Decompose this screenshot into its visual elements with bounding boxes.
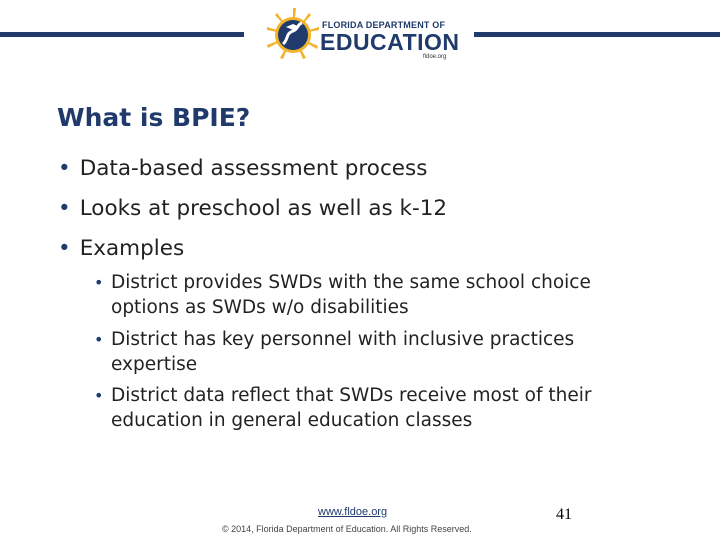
header-bar-right	[474, 32, 720, 37]
logo-site-text: fldoe.org	[423, 54, 447, 60]
slide-title: What is BPIE?	[57, 103, 251, 132]
bullet-text: Data-based assessment process	[79, 156, 428, 181]
sub-bullet-item	[94, 270, 634, 320]
bullet-icon: •	[58, 156, 71, 181]
header-bar-left	[0, 32, 244, 37]
bullet-item	[58, 156, 427, 181]
page-number: 41	[556, 506, 572, 523]
sub-bullet-icon: •	[94, 330, 104, 349]
sub-bullet-item	[94, 327, 634, 377]
sub-bullet-text: District has key personnel with inclusive practices expertise	[111, 329, 575, 375]
sub-bullet-icon: •	[94, 273, 104, 292]
bullet-icon: •	[58, 196, 71, 221]
sub-bullet-item	[94, 383, 634, 433]
bullet-text: Examples	[79, 236, 185, 261]
footer-copyright: © 2014, Florida Department of Education. All Rights Reserved.	[222, 524, 472, 534]
sub-bullet-text: District provides SWDs with the same school choice options as SWDs w/o disabilities	[111, 272, 591, 318]
footer-url-link[interactable]: www.fldoe.org	[318, 506, 388, 518]
sub-bullet-text: District data reflect that SWDs receive most of their education in general education classes	[111, 385, 592, 431]
bullet-text: Looks at preschool as well as k-12	[79, 196, 448, 221]
bullet-icon: •	[58, 236, 71, 261]
sub-bullet-icon: •	[94, 386, 104, 405]
logo-department-text: FLORIDA DEPARTMENT OF	[322, 20, 446, 30]
bullet-item	[58, 196, 447, 221]
logo-education-text: EDUCATION	[320, 29, 460, 55]
sunburst-seal-icon	[265, 6, 321, 64]
fldoe-logo	[265, 6, 460, 66]
bullet-item	[58, 236, 184, 261]
